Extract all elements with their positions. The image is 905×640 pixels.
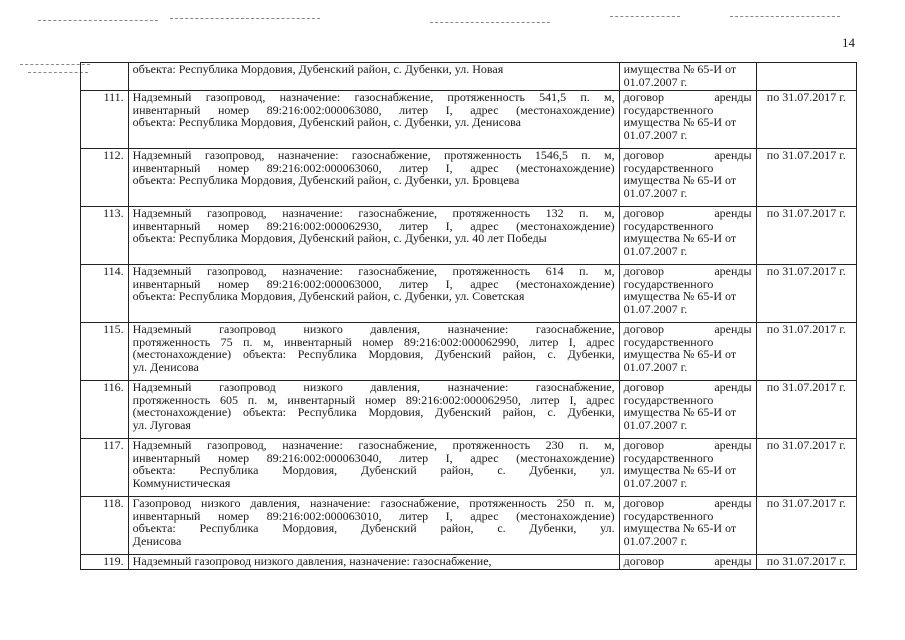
description-line: Надземный газопровод, назначение: газоснабжение, протяженность 614 п. м, [132, 264, 615, 278]
table-row [81, 149, 857, 207]
row-number-cell: 111. [81, 91, 129, 149]
basis-word: аренды [714, 322, 752, 336]
table-row [81, 207, 857, 265]
basis-line: 01.07.2007 г. [623, 359, 688, 374]
basis-line: государственного [623, 508, 714, 523]
description-line: Газопровод низкого давления, назначение: газоснабжение, протяженность 250 п. м, [132, 496, 615, 510]
description-line: инвентарный номер 89:216:002:000063040, литер I, адрес (местонахождение) [132, 450, 615, 465]
basis-word: аренды [714, 554, 752, 568]
table-row [81, 555, 857, 570]
term-cell: по 31.07.2017 г. [756, 207, 856, 265]
basis-line: 01.07.2007 г. [623, 127, 688, 142]
basis-line: 01.07.2007 г. [623, 185, 688, 200]
basis-cell [619, 63, 756, 91]
basis-word: договор [623, 438, 664, 452]
basis-word: аренды [714, 496, 752, 510]
basis-line: 01.07.2007 г. [623, 301, 688, 316]
basis-line: государственного [623, 334, 714, 349]
term-cell [756, 63, 856, 91]
term-cell: по 31.07.2017 г. [756, 265, 856, 323]
description-line: Надземный газопровод низкого давления, назначение: газоснабжение, [132, 380, 615, 394]
basis-line [624, 555, 752, 568]
description-cell [128, 207, 619, 265]
basis-line [624, 497, 752, 510]
basis-word: договор [623, 90, 664, 104]
description-line: Надземный газопровод, назначение: газоснабжение, протяженность 541,5 п. м, [132, 90, 615, 104]
basis-line: имущества № 65-И от [623, 463, 737, 478]
description-cell [128, 91, 619, 149]
table-row [81, 381, 857, 439]
basis-line [624, 323, 752, 336]
scan-artifact-line [730, 16, 840, 17]
basis-cell [619, 497, 756, 555]
description-line: объекта: Республика Мордовия, Дубенский район, с. Дубенки, ул. Новая [132, 62, 504, 76]
basis-line: 01.07.2007 г. [623, 417, 688, 432]
basis-line: имущества № 65-И от [623, 405, 737, 420]
description-line: ул. Луговая [132, 417, 191, 432]
row-number-cell: 119. [81, 555, 129, 570]
description-cell [128, 555, 619, 570]
description-cell [128, 63, 619, 91]
term-cell: по 31.07.2017 г. [756, 91, 856, 149]
term-cell: по 31.07.2017 г. [756, 323, 856, 381]
basis-word: договор [623, 206, 664, 220]
scan-artifact-line [430, 22, 550, 23]
row-number-cell [81, 63, 129, 91]
row-number-cell: 113. [81, 207, 129, 265]
description-line: объекта: Республика Мордовия, Дубенский район, с. Дубенки, ул. Бровцева [132, 173, 520, 188]
table-row [81, 497, 857, 555]
term-cell: по 31.07.2017 г. [756, 381, 856, 439]
description-line: Надземный газопровод, назначение: газоснабжение, протяженность 230 п. м, [132, 438, 615, 452]
description-line: инвентарный номер 89:216:002:000063000, литер I, адрес (местонахождение) [132, 276, 615, 291]
description-cell [128, 497, 619, 555]
description-line: Денисова [132, 533, 182, 548]
description-line: (местонахождение) объекта: Республика Мордовия, Дубенский район, с. Дубенки, [132, 405, 615, 420]
row-number-cell: 114. [81, 265, 129, 323]
term-cell: по 31.07.2017 г. [756, 439, 856, 497]
basis-line [624, 91, 752, 104]
description-line: объекта: Республика Мордовия, Дубенский район, с. Дубенки, ул. Денисова [132, 115, 521, 130]
basis-cell [619, 439, 756, 497]
table-row [81, 265, 857, 323]
registry-table [80, 62, 857, 570]
table-row [81, 439, 857, 497]
table-row [81, 323, 857, 381]
basis-line: имущества № 65-И от [623, 289, 737, 304]
basis-line [624, 265, 752, 278]
description-cell [128, 381, 619, 439]
description-cell [128, 439, 619, 497]
basis-line: имущества № 65-И от [623, 521, 737, 536]
page-number: 14 [842, 35, 855, 50]
description-line: протяженность 605 п. м, инвентарный номер 89:216:002:000062950, литер I, адрес [132, 392, 615, 407]
description-line: объекта: Республика Мордовия, Дубенский район, с. Дубенки, ул. 40 лет Победы [132, 231, 547, 246]
description-line: Надземный газопровод, назначение: газоснабжение, протяженность 132 п. м, [132, 206, 615, 220]
basis-line: имущества № 65-И от [623, 115, 737, 130]
description-cell [128, 149, 619, 207]
basis-word: аренды [714, 264, 752, 278]
description-line: объекта: Республика Мордовия, Дубенский район, с. Дубенки, ул. Советская [132, 289, 525, 304]
basis-line: имущества № 65-И от [623, 173, 737, 188]
description-line: Надземный газопровод низкого давления, назначение: газоснабжение, [132, 322, 615, 336]
basis-line: имущества № 65-И от [623, 62, 737, 76]
basis-line [624, 381, 752, 394]
row-number-cell: 112. [81, 149, 129, 207]
basis-cell [619, 265, 756, 323]
basis-line: государственного [623, 450, 714, 465]
scan-artifact-line [28, 72, 88, 73]
row-number-cell: 117. [81, 439, 129, 497]
basis-word: аренды [714, 438, 752, 452]
basis-word: договор [623, 380, 664, 394]
basis-line: государственного [623, 218, 714, 233]
basis-line: государственного [623, 102, 714, 117]
basis-word: аренды [714, 206, 752, 220]
row-number-cell: 116. [81, 381, 129, 439]
basis-word: договор [623, 148, 664, 162]
term-cell: по 31.07.2017 г. [756, 497, 856, 555]
description-line: инвентарный номер 89:216:002:000063080, литер I, адрес (местонахождение) [132, 102, 615, 117]
basis-word: договор [623, 554, 664, 568]
description-line: Надземный газопровод низкого давления, назначение: газоснабжение, [132, 554, 492, 568]
basis-line [624, 149, 752, 162]
scan-artifact-line [38, 20, 158, 21]
basis-line: имущества № 65-И от [623, 347, 737, 362]
table-row-continued [81, 63, 857, 91]
description-line: инвентарный номер 89:216:002:000062930, литер I, адрес (местонахождение) [132, 218, 615, 233]
term-cell: по 31.07.2017 г. [756, 149, 856, 207]
basis-word: аренды [714, 148, 752, 162]
basis-cell [619, 381, 756, 439]
basis-line [624, 439, 752, 452]
description-line: Коммунистическая [132, 475, 231, 490]
basis-cell [619, 555, 756, 570]
basis-cell [619, 91, 756, 149]
basis-word: договор [623, 496, 664, 510]
basis-line: 01.07.2007 г. [623, 74, 688, 89]
description-line: объекта: Республика Мордовия, Дубенский район, с. Дубенки, ул. [132, 463, 615, 478]
basis-word: аренды [714, 380, 752, 394]
description-line: (местонахождение) объекта: Республика Мордовия, Дубенский район, с. Дубенки, [132, 347, 615, 362]
scan-artifact-line [170, 18, 320, 19]
row-number-cell: 118. [81, 497, 129, 555]
row-number-cell: 115. [81, 323, 129, 381]
basis-cell [619, 207, 756, 265]
basis-line: государственного [623, 276, 714, 291]
basis-cell [619, 323, 756, 381]
term-cell: по 31.07.2017 г. [756, 555, 856, 570]
basis-line: имущества № 65-И от [623, 231, 737, 246]
basis-word: договор [623, 322, 664, 336]
basis-line: государственного [623, 392, 714, 407]
description-cell [128, 323, 619, 381]
scan-artifact-line [610, 16, 680, 17]
basis-line [624, 207, 752, 220]
basis-line: 01.07.2007 г. [623, 243, 688, 258]
description-line: протяженность 75 п. м, инвентарный номер 89:216:002:000062990, литер I, адрес [132, 334, 615, 349]
basis-word: аренды [714, 90, 752, 104]
basis-cell [619, 149, 756, 207]
description-cell [128, 265, 619, 323]
description-line: объекта: Республика Мордовия, Дубенский район, с. Дубенки, ул. [132, 521, 615, 536]
basis-word: договор [623, 264, 664, 278]
basis-line: 01.07.2007 г. [623, 533, 688, 548]
description-line: ул. Денисова [132, 359, 199, 374]
table-row [81, 91, 857, 149]
description-line: Надземный газопровод, назначение: газоснабжение, протяженность 1546,5 п. м, [132, 148, 615, 162]
basis-line: 01.07.2007 г. [623, 475, 688, 490]
basis-line: государственного [623, 160, 714, 175]
description-line: инвентарный номер 89:216:002:000063060, литер I, адрес (местонахождение) [132, 160, 615, 175]
description-line: инвентарный номер 89:216:002:000063010, литер I, адрес (местонахождение) [132, 508, 615, 523]
